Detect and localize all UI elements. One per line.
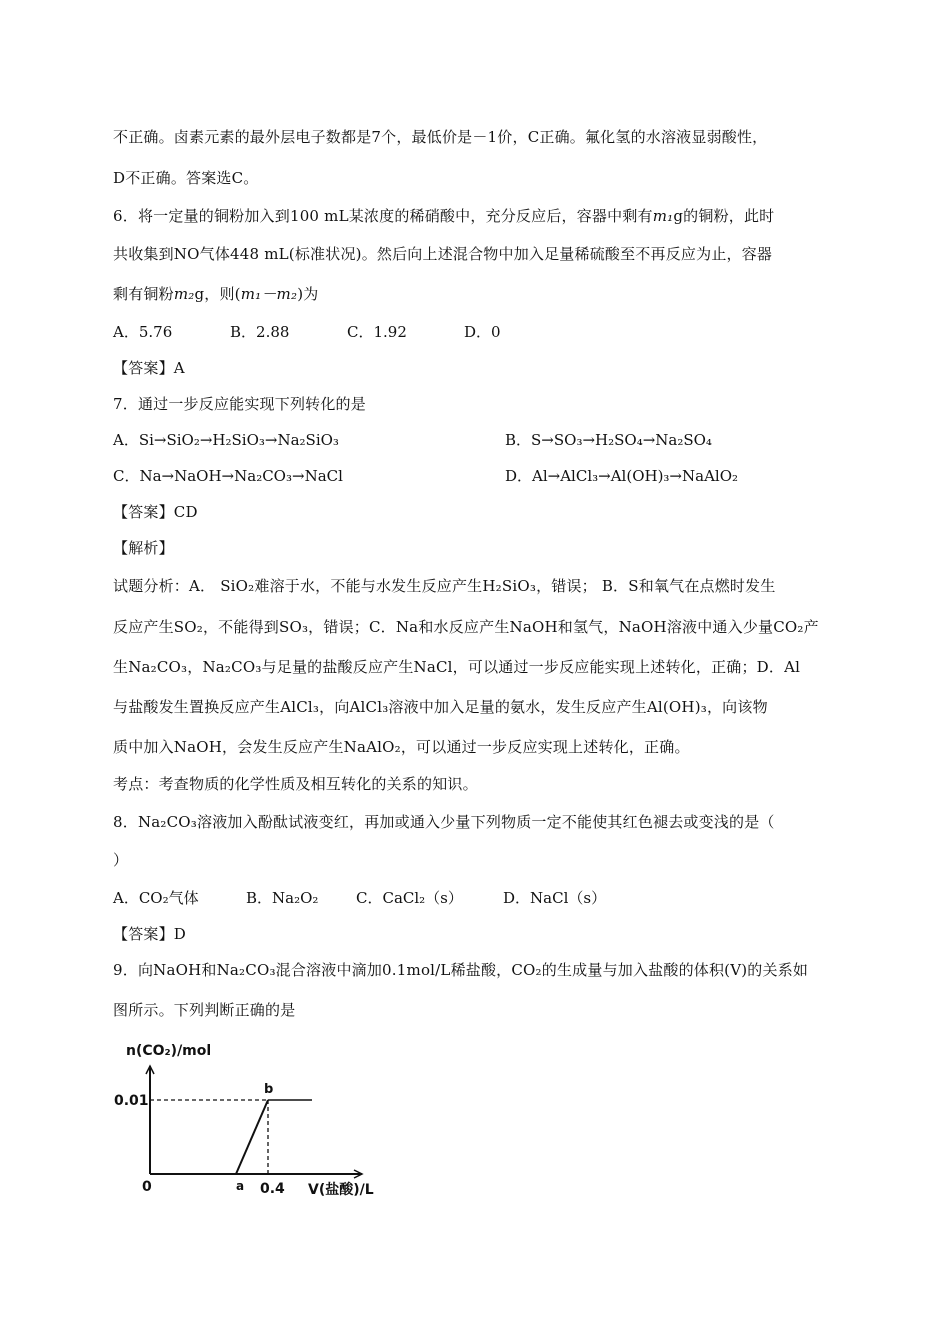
question-9-line-2: 图所示。下列判断正确的是 [113, 1001, 296, 1019]
option-b: B．S→SO₃→H₂SO₄→Na₂SO₄ [505, 431, 712, 449]
option-b: B．Na₂O₂ [246, 889, 319, 907]
text-line: D不正确。答案选C。 [113, 169, 259, 187]
option-a: A．Si→SiO₂→H₂SiO₃→Na₂SiO₃ [113, 431, 339, 449]
answer-6: 【答案】A [113, 359, 185, 377]
question-6-line-3: 剩有铜粉m₂g，则(m₁－m₂)为 [113, 285, 319, 303]
question-8-line-1: 8．Na₂CO₃溶液加入酚酞试液变红，再加或通入少量下列物质一定不能使其红色褪去或变浅的是（ [113, 813, 775, 831]
option-c: C．CaCl₂（s） [356, 889, 463, 907]
text-line: 不正确。卤素元素的最外层电子数都是7个，最低价是－1价，C正确。氟化氢的水溶液显弱酸性， [113, 128, 768, 146]
y-tick-label: 0.01 [114, 1093, 149, 1109]
option-a: A．5.76 [113, 323, 173, 341]
key-point: 考点：考查物质的化学性质及相互转化的关系的知识。 [113, 775, 478, 793]
answer-8: 【答案】D [113, 925, 187, 943]
explanation-line: 质中加入NaOH，会发生反应产生NaAlO₂，可以通过一步反应实现上述转化，正确。 [113, 738, 690, 756]
rising-line [236, 1100, 268, 1174]
explanation-line: 与盐酸发生置换反应产生AlCl₃，向AlCl₃溶液中加入足量的氨水，发生反应产生Al(OH)₃，向该物 [113, 698, 768, 716]
question-8-line-2: ） [113, 851, 129, 869]
explanation-line: 试题分析：A． SiO₂难溶于水，不能与水发生反应产生H₂SiO₃，错误； B．S和氧气在点燃时发生 [113, 577, 776, 595]
y-axis-label: n(CO₂)/mol [126, 1043, 212, 1059]
point-b-label: b [264, 1082, 274, 1097]
option-d: D．Al→AlCl₃→Al(OH)₃→NaAlO₂ [505, 467, 739, 485]
co2-volume-graph [114, 1038, 400, 1208]
option-c: C．Na→NaOH→Na₂CO₃→NaCl [113, 467, 343, 485]
origin-label: 0 [142, 1179, 152, 1195]
option-b: B．2.88 [230, 323, 290, 341]
analysis-heading: 【解析】 [113, 539, 174, 557]
explanation-line: 生Na₂CO₃，Na₂CO₃与足量的盐酸反应产生NaCl，可以通过一步反应能实现上述转化，正确；D．Al [113, 658, 801, 676]
question-6-line-1: 6．将一定量的铜粉加入到100 mL某浓度的稀硝酸中，充分反应后，容器中剩有m₁g的铜粉，此时 [113, 207, 775, 225]
x-tick-label: 0.4 [260, 1181, 285, 1197]
question-7: 7．通过一步反应能实现下列转化的是 [113, 395, 366, 413]
option-c: C．1.92 [347, 323, 407, 341]
option-d: D．NaCl（s） [503, 889, 607, 907]
question-9-line-1: 9．向NaOH和Na₂CO₃混合溶液中滴加0.1mol/L稀盐酸，CO₂的生成量与加入盐酸的体积(V)的关系如 [113, 961, 809, 979]
option-a: A．CO₂气体 [113, 889, 199, 907]
point-a-label: a [236, 1179, 245, 1193]
answer-7: 【答案】CD [113, 503, 198, 521]
explanation-line: 反应产生SO₂，不能得到SO₃，错误；C．Na和水反应产生NaOH和氢气，NaOH溶液中通入少量CO₂产 [113, 618, 819, 636]
question-6-line-2: 共收集到NO气体448 mL(标准状况)。然后向上述混合物中加入足量稀硫酸至不再反应为止，容器 [113, 245, 773, 263]
option-d: D．0 [464, 323, 501, 341]
x-axis-label: V(盐酸)/L [308, 1182, 374, 1198]
